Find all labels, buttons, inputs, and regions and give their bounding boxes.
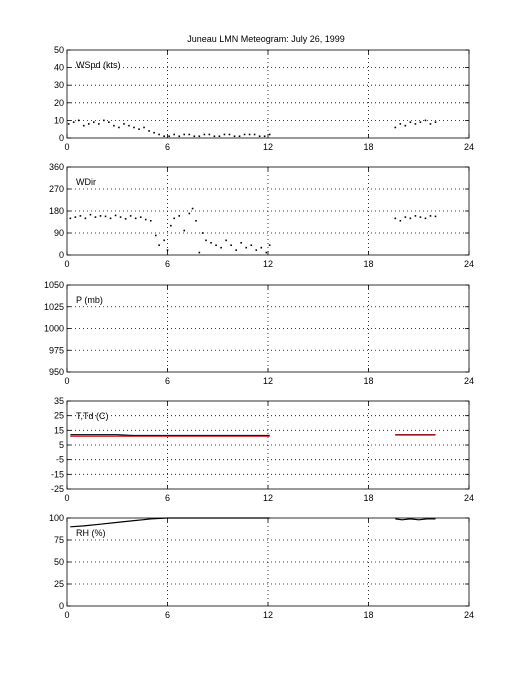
data-point (405, 125, 407, 127)
data-point (170, 225, 172, 227)
data-point (234, 135, 236, 137)
x-tick-label: 0 (64, 610, 70, 620)
data-point (415, 123, 417, 125)
data-point (188, 213, 190, 215)
y-tick-label: 975 (48, 345, 64, 356)
data-point (229, 134, 231, 136)
data-point (195, 220, 197, 222)
data-point (425, 218, 427, 220)
x-tick-label: 6 (164, 142, 171, 152)
x-tick-label: 6 (164, 610, 171, 620)
x-tick-label: 24 (463, 376, 475, 386)
data-point (435, 216, 437, 218)
series-line (70, 518, 269, 527)
x-tick-label: 24 (463, 142, 475, 152)
data-point (75, 216, 77, 218)
data-point (204, 134, 206, 136)
y-tick-label: 0 (58, 250, 64, 260)
data-point (133, 127, 135, 129)
x-tick-label: 6 (164, 259, 171, 269)
x-tick-label: 0 (64, 142, 70, 152)
y-tick-label: 10 (53, 115, 64, 126)
y-tick-label: 90 (53, 228, 64, 238)
y-tick-label: 270 (48, 184, 64, 194)
data-point (150, 220, 152, 222)
figure-title: Juneau LMN Meteogram: July 26, 1999 (187, 34, 345, 44)
y-tick-label: 35 (53, 396, 64, 406)
y-tick-label: 20 (53, 97, 64, 108)
y-tick-label: 75 (53, 535, 64, 545)
data-point (254, 134, 256, 136)
data-point (78, 120, 80, 122)
data-point (264, 135, 266, 137)
data-point (230, 244, 232, 246)
data-point (130, 215, 132, 217)
data-point (249, 134, 251, 136)
data-point (183, 134, 185, 136)
data-point (108, 121, 110, 123)
data-point (400, 123, 402, 125)
data-point (259, 135, 261, 137)
x-tick-label: 18 (363, 610, 374, 620)
data-point (430, 123, 432, 125)
series-line (70, 435, 269, 436)
data-point (98, 123, 100, 125)
panel-label: T,Td (C) (76, 411, 109, 421)
data-point (215, 244, 217, 246)
data-point (178, 135, 180, 137)
x-tick-label: 12 (262, 610, 274, 620)
data-point (225, 240, 227, 242)
data-point (199, 252, 201, 254)
data-point (395, 127, 397, 129)
data-point (100, 215, 102, 217)
panel-temp (51, 396, 474, 503)
data-point (255, 249, 257, 251)
data-point (103, 120, 105, 122)
panel-label: RH (%) (76, 528, 106, 538)
panel-pressure (44, 280, 474, 386)
data-point (420, 216, 422, 218)
y-tick-label: 50 (53, 557, 64, 567)
data-point (90, 214, 92, 216)
data-point (188, 134, 190, 136)
data-point (158, 244, 160, 246)
y-tick-label: 15 (53, 425, 64, 436)
y-tick-label: 1000 (43, 323, 64, 334)
data-point (115, 215, 117, 217)
y-tick-label: 25 (53, 410, 64, 421)
data-point (425, 120, 427, 122)
data-point (143, 127, 145, 129)
data-point (178, 215, 180, 217)
data-point (266, 252, 268, 254)
data-point (80, 215, 82, 217)
data-point (68, 123, 70, 125)
data-point (240, 242, 242, 244)
y-tick-label: 0 (58, 601, 64, 611)
x-tick-label: 18 (363, 493, 374, 503)
y-tick-label: 0 (58, 133, 64, 143)
y-tick-label: 360 (48, 162, 64, 172)
data-point (420, 121, 422, 123)
x-tick-label: 0 (64, 493, 70, 503)
data-point (209, 134, 211, 136)
y-tick-label: 100 (48, 513, 64, 523)
data-point (410, 218, 412, 220)
data-point (173, 218, 175, 220)
panel-label: P (mb) (76, 295, 103, 305)
data-point (173, 134, 175, 136)
x-tick-label: 24 (463, 493, 475, 503)
x-tick-label: 12 (262, 376, 274, 386)
data-point (128, 125, 130, 127)
data-point (83, 125, 85, 127)
data-point (93, 121, 95, 123)
data-point (219, 135, 221, 137)
data-point (183, 230, 185, 232)
panel-label: WDir (76, 177, 96, 187)
y-tick-label: 1025 (43, 301, 64, 312)
x-tick-label: 12 (262, 259, 274, 269)
data-point (192, 208, 194, 210)
y-tick-label: 50 (53, 45, 64, 55)
x-tick-label: 24 (463, 610, 475, 620)
y-tick-label: 950 (48, 367, 64, 377)
data-point (239, 135, 241, 137)
y-tick-label: -15 (50, 469, 64, 480)
data-point (138, 128, 140, 130)
y-tick-label: 180 (48, 206, 64, 216)
data-point (400, 220, 402, 222)
data-point (269, 134, 271, 136)
data-point (118, 127, 120, 129)
data-point (123, 123, 125, 125)
data-point (135, 218, 137, 220)
data-point (163, 240, 165, 242)
data-point (261, 247, 263, 249)
y-tick-label: 25 (53, 579, 64, 589)
y-tick-label: 1050 (43, 280, 64, 290)
x-tick-label: 0 (64, 259, 70, 269)
x-tick-label: 18 (363, 259, 374, 269)
data-point (245, 247, 247, 249)
data-point (70, 218, 72, 220)
x-tick-label: 18 (363, 142, 374, 152)
data-point (88, 123, 90, 125)
data-point (224, 134, 226, 136)
data-point (435, 121, 437, 123)
data-point (205, 240, 207, 242)
data-point (95, 216, 97, 218)
y-tick-label: 30 (53, 80, 64, 91)
data-point (210, 242, 212, 244)
data-point (235, 249, 237, 251)
data-point (155, 235, 157, 237)
panel-wdir (49, 162, 474, 269)
data-point (125, 218, 127, 220)
data-point (395, 218, 397, 220)
data-point (405, 216, 407, 218)
data-point (153, 132, 155, 134)
data-point (145, 219, 147, 221)
y-tick-label: 40 (53, 62, 64, 73)
y-tick-label: -25 (50, 484, 64, 494)
x-tick-label: 6 (164, 493, 171, 503)
panel-rh (49, 513, 474, 620)
data-point (220, 247, 222, 249)
data-point (148, 130, 150, 132)
data-point (430, 215, 432, 217)
panel-label: WSpd (kts) (76, 60, 121, 70)
data-point (158, 134, 160, 136)
data-point (202, 232, 204, 234)
panel-wspd (54, 45, 474, 152)
x-tick-label: 6 (164, 376, 171, 386)
data-point (194, 135, 196, 137)
y-tick-label: -5 (55, 454, 64, 465)
x-tick-label: 12 (262, 142, 274, 152)
data-point (410, 121, 412, 123)
data-point (168, 135, 170, 137)
x-tick-label: 18 (363, 376, 374, 386)
data-point (244, 134, 246, 136)
data-point (120, 216, 122, 218)
data-point (163, 135, 165, 137)
x-tick-label: 24 (463, 259, 475, 269)
x-tick-label: 12 (262, 493, 274, 503)
data-point (250, 244, 252, 246)
data-point (199, 135, 201, 137)
data-point (269, 244, 271, 246)
data-point (110, 218, 112, 220)
data-point (214, 135, 216, 137)
data-point (113, 125, 115, 127)
y-tick-label: 5 (58, 440, 64, 450)
series-line (395, 519, 435, 520)
data-point (167, 249, 169, 251)
data-point (140, 216, 142, 218)
x-tick-label: 0 (64, 376, 70, 386)
data-point (73, 121, 75, 123)
data-point (415, 215, 417, 217)
data-point (85, 218, 87, 220)
data-point (105, 216, 107, 218)
